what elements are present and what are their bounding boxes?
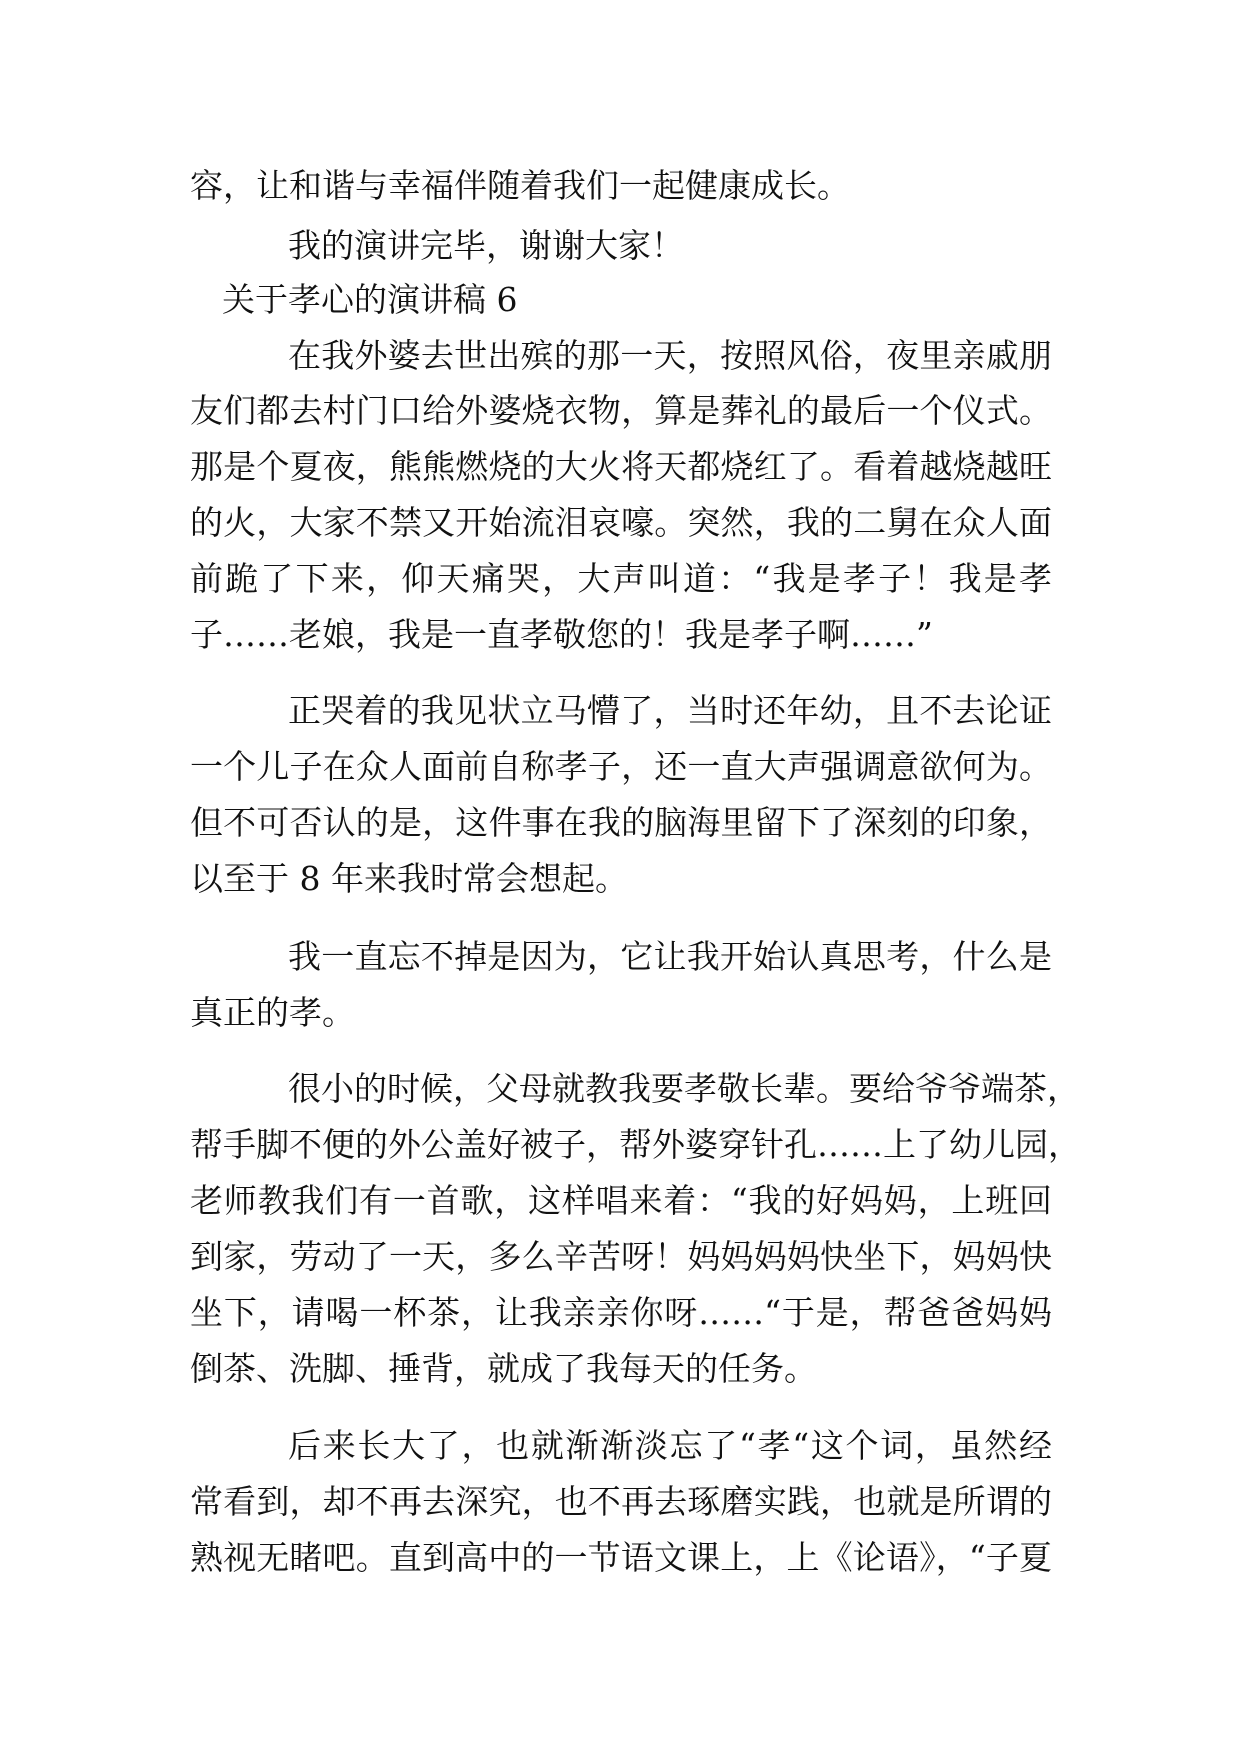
text-line: 常看到，却不再去深究，也不再去琢磨实践，也就是所谓的 [190,1482,1052,1521]
text-line: 但不可否认的是，这件事在我的脑海里留下了深刻的印象， [190,803,1052,842]
text-line: 子……老娘，我是一直孝敬您的！我是孝子啊……” [190,615,933,654]
text-line: 在我外婆去世出殡的那一天，按照风俗，夜里亲戚朋 [288,336,1052,375]
text-line: 帮手脚不便的外公盖好被子，帮外婆穿针孔……上了幼儿园， [190,1125,1081,1164]
text-line: 以至于 8 年来我时常会想起。 [190,859,628,898]
text-line: 正哭着的我见状立马懵了，当时还年幼，且不去论证 [288,691,1052,730]
text-line: 到家，劳动了一天，多么辛苦呀！妈妈妈妈快坐下，妈妈快 [190,1237,1052,1276]
text-line: 前跪了下来，仰天痛哭，大声叫道：“我是孝子！我是孝 [190,559,1052,598]
text-line: 我的演讲完毕，谢谢大家！ [288,226,684,265]
section-heading: 关于孝心的演讲稿 6 [222,280,518,319]
text-line: 我一直忘不掉是因为，它让我开始认真思考，什么是 [288,937,1052,976]
text-line: 一个儿子在众人面前自称孝子，还一直大声强调意欲何为。 [190,747,1052,786]
text-line: 后来长大了，也就渐渐淡忘了“孝“这个词，虽然经 [288,1426,1052,1465]
text-line: 容，让和谐与幸福伴随着我们一起健康成长。 [190,166,850,205]
text-line: 老师教我们有一首歌，这样唱来着：“我的好妈妈，上班回 [190,1181,1052,1220]
text-line: 友们都去村门口给外婆烧衣物，算是葬礼的最后一个仪式。 [190,391,1052,430]
text-line: 坐下，请喝一杯茶，让我亲亲你呀……“于是，帮爸爸妈妈 [190,1293,1052,1332]
text-line: 倒茶、洗脚、捶背，就成了我每天的任务。 [190,1349,817,1388]
text-line: 真正的孝。 [190,993,355,1032]
text-line: 的火，大家不禁又开始流泪哀嚎。突然，我的二舅在众人面 [190,503,1052,542]
text-line: 很小的时候，父母就教我要孝敬长辈。要给爷爷端茶， [288,1069,1080,1108]
text-line: 那是个夏夜，熊熊燃烧的大火将天都烧红了。看着越烧越旺 [190,447,1052,486]
text-line: 熟视无睹吧。直到高中的一节语文课上，上《论语》，“子夏 [190,1538,1052,1577]
